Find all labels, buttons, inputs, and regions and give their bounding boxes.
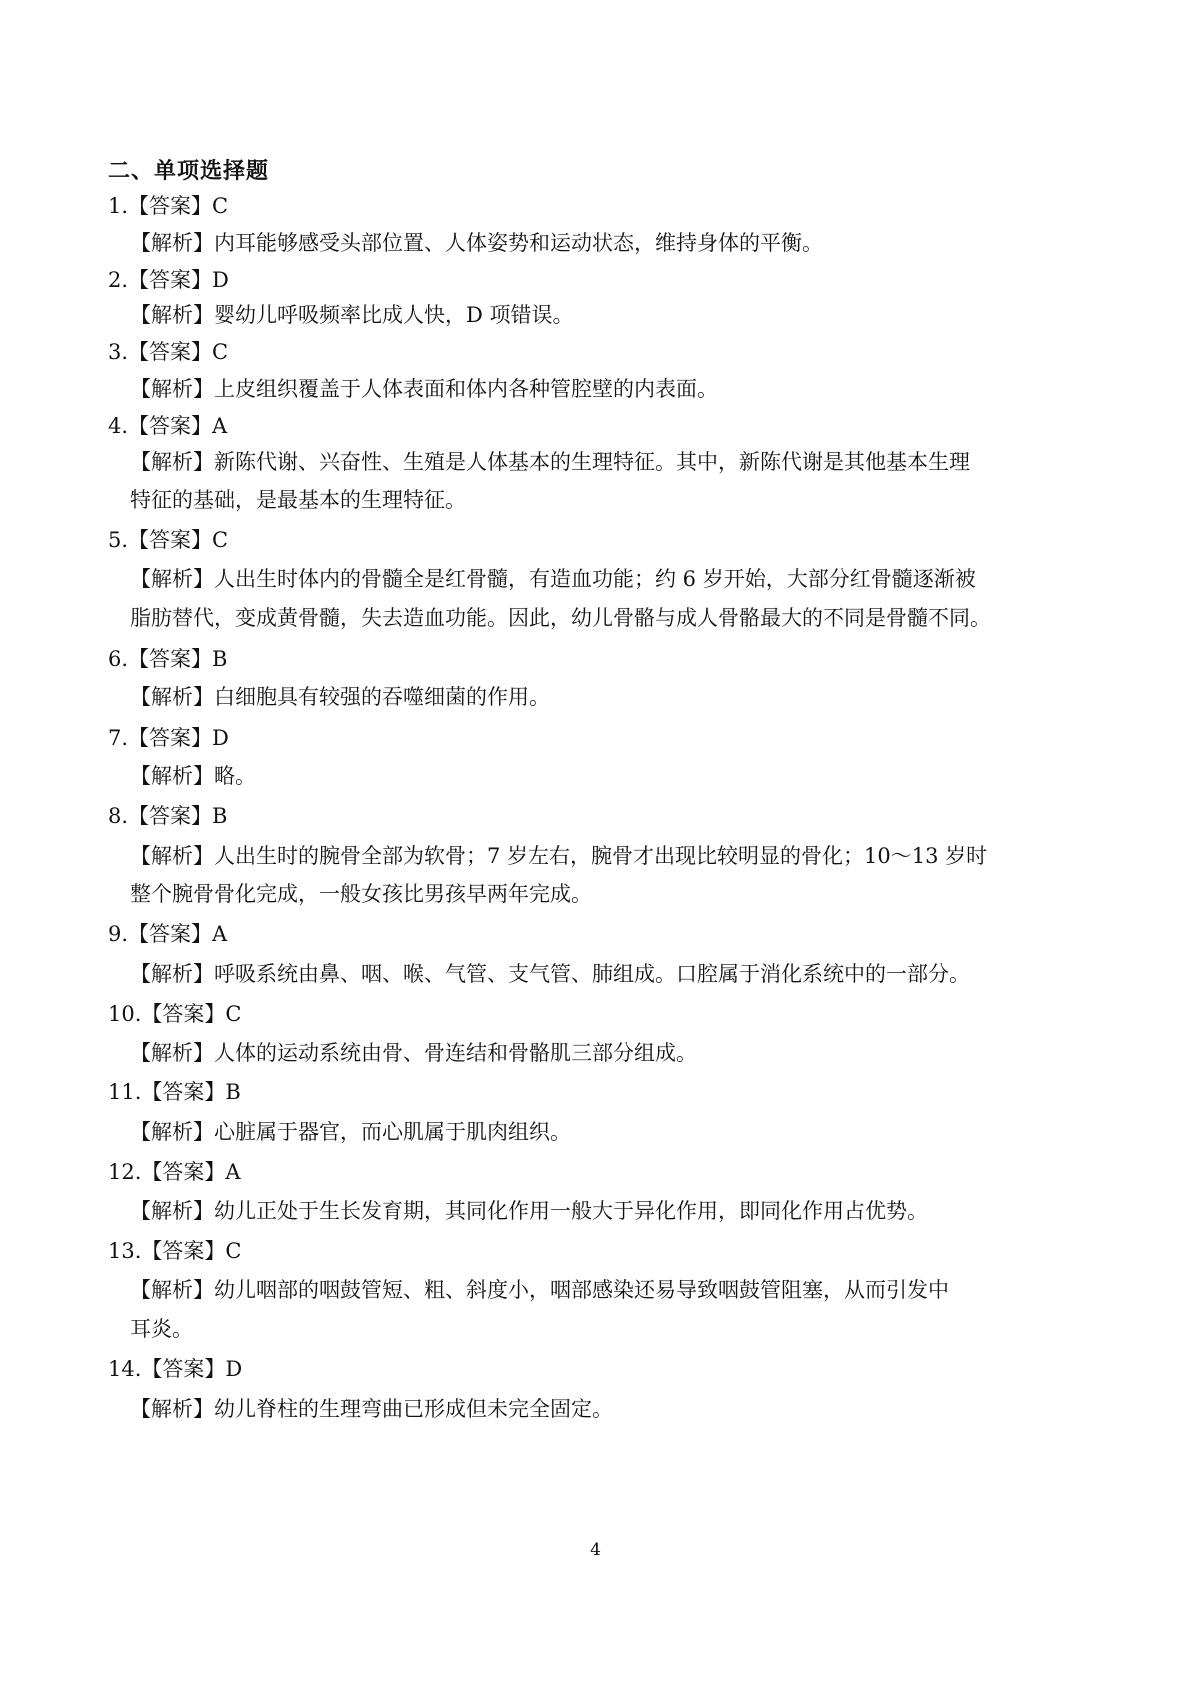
explanation-line: 【解析】呼吸系统由鼻、咽、喉、气管、支气管、肺组成。口腔属于消化系统中的一部分。 — [130, 962, 970, 986]
explanation-continuation: 脂肪替代，变成黄骨髓，失去造血功能。因此，幼儿骨骼与成人骨骼最大的不同是骨髓不同。 — [130, 606, 991, 630]
explanation-line: 【解析】幼儿正处于生长发育期，其同化作用一般大于异化作用，即同化作用占优势。 — [130, 1199, 928, 1223]
answer-line: 5.【答案】C — [108, 528, 229, 552]
explanation-continuation: 特征的基础，是最基本的生理特征。 — [130, 488, 466, 512]
explanation-line: 【解析】人出生时的腕骨全部为软骨；7 岁左右，腕骨才出现比较明显的骨化；10～13 岁时 — [130, 844, 988, 868]
explanation-line: 【解析】心脏属于器官，而心肌属于肌肉组织。 — [130, 1120, 571, 1144]
explanation-line: 【解析】上皮组织覆盖于人体表面和体内各种管腔壁的内表面。 — [130, 377, 718, 401]
answer-line: 13.【答案】C — [108, 1239, 242, 1263]
explanation-line: 【解析】人出生时体内的骨髓全是红骨髓，有造血功能；约 6 岁开始，大部分红骨髓逐渐被 — [130, 567, 976, 591]
explanation-line: 【解析】婴幼儿呼吸频率比成人快，D 项错误。 — [130, 303, 574, 327]
explanation-line: 【解析】幼儿咽部的咽鼓管短、粗、斜度小，咽部感染还易导致咽鼓管阻塞，从而引发中 — [130, 1278, 949, 1302]
answer-line: 8.【答案】B — [108, 804, 228, 828]
explanation-line: 【解析】略。 — [130, 764, 256, 788]
answer-line: 1.【答案】C — [108, 194, 229, 218]
answer-line: 3.【答案】C — [108, 340, 229, 364]
answer-line: 2.【答案】D — [108, 268, 229, 292]
answer-line: 12.【答案】A — [108, 1160, 241, 1184]
explanation-line: 【解析】内耳能够感受头部位置、人体姿势和运动状态，维持身体的平衡。 — [130, 231, 823, 255]
page-number: 4 — [590, 1540, 601, 1560]
explanation-line: 【解析】幼儿脊柱的生理弯曲已形成但未完全固定。 — [130, 1397, 613, 1421]
answer-line: 4.【答案】A — [108, 414, 228, 438]
answer-line: 7.【答案】D — [108, 726, 229, 750]
explanation-line: 【解析】白细胞具有较强的吞噬细菌的作用。 — [130, 685, 550, 709]
answer-line: 11.【答案】B — [108, 1080, 241, 1104]
answer-line: 9.【答案】A — [108, 922, 228, 946]
answer-line: 10.【答案】C — [108, 1002, 242, 1026]
section-title: 二、单项选择题 — [108, 159, 270, 184]
answer-line: 6.【答案】B — [108, 647, 228, 671]
answer-line: 14.【答案】D — [108, 1357, 243, 1381]
explanation-line: 【解析】人体的运动系统由骨、骨连结和骨骼肌三部分组成。 — [130, 1041, 697, 1065]
explanation-continuation: 耳炎。 — [130, 1317, 193, 1341]
explanation-continuation: 整个腕骨骨化完成，一般女孩比男孩早两年完成。 — [130, 882, 592, 906]
explanation-line: 【解析】新陈代谢、兴奋性、生殖是人体基本的生理特征。其中，新陈代谢是其他基本生理 — [130, 450, 970, 474]
